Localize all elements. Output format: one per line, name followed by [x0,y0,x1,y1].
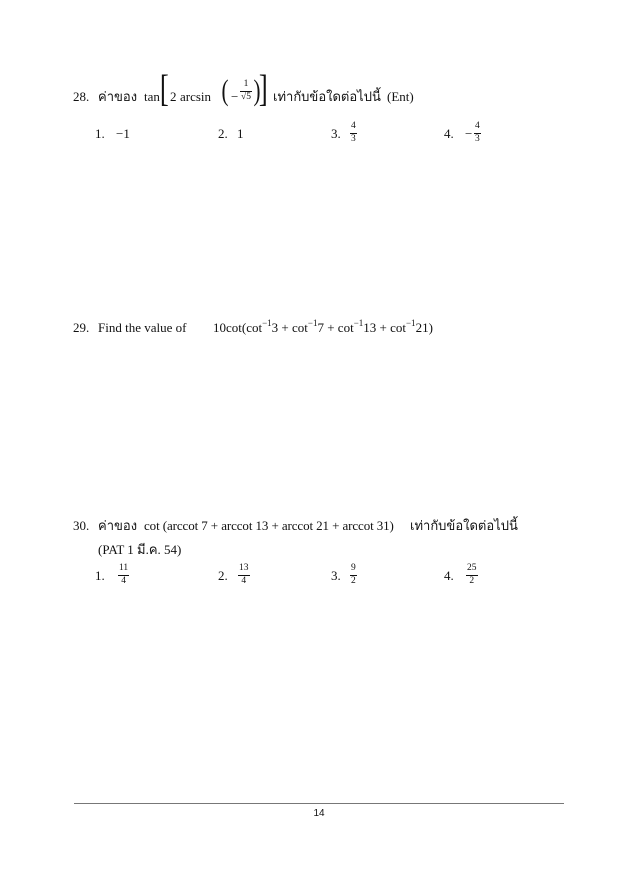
expr-part: 3 + cot [271,320,308,335]
expr-part: 13 + cot [363,320,406,335]
question-number: 30. [73,518,90,533]
choice-1-fraction [118,564,129,586]
fraction-denominator: 4 [241,575,247,586]
expr-superscript: −1 [405,318,416,328]
fraction-numerator: 25 [467,563,477,573]
question-number: 28. [73,89,90,104]
math-expression [213,318,433,335]
choice-3-fraction [350,122,357,144]
fraction-numerator: 4 [351,121,356,131]
question-lead: ค่าของ [98,89,138,104]
choice-2-fraction [238,564,250,586]
choice-3-number: 3. [331,568,341,583]
footer-divider [74,803,564,804]
choice-1-number: 1. [95,568,105,583]
expr-superscript: −1 [307,318,318,328]
fraction-numerator: 9 [351,563,356,573]
choice-4-minus: − [465,126,473,141]
fraction-denominator: 2 [469,575,475,586]
tan-function: tan [144,89,160,104]
fraction-denominator: √5 [241,91,251,102]
choice-1-value: −1 [116,126,130,141]
arcsin-function: arcsin [180,89,212,104]
choice-4-fraction [466,564,478,586]
question-tail: เท่ากับข้อใดต่อไปนี้ [273,89,381,104]
expr-part: 7 + cot [317,320,354,335]
fraction [240,80,252,102]
question-lead: ค่าของ [98,518,138,533]
question-number: 29. [73,320,90,335]
expr-superscript: −1 [353,318,364,328]
fraction-denominator: 3 [351,133,356,144]
choice-4-fraction [474,122,481,144]
fraction-numerator: 1 [243,79,249,89]
fraction-denominator: 4 [121,575,126,586]
choice-2-number: 2. [218,568,228,583]
expr-superscript: −1 [262,318,272,328]
page-number: 14 [313,808,325,819]
fraction-denominator: 3 [475,133,480,144]
left-paren: ( [221,74,229,107]
source-tag: (PAT 1 มี.ค. 54) [98,542,182,557]
right-paren: ) [253,74,261,107]
right-bracket: ] [258,68,268,110]
expr-part: 10cot(cot [213,320,263,335]
expr-part: 21) [415,320,433,335]
choice-1-number: 1. [95,126,105,141]
choice-2-value: 1 [237,126,244,141]
fraction-numerator: 4 [475,121,480,131]
fraction-denominator: 2 [351,575,356,586]
left-bracket: [ [159,68,169,110]
math-expression: cot (arccot 7 + arccot 13 + arccot 21 + arccot 31) [144,518,394,533]
question-tail: เท่ากับข้อใดต่อไปนี้ [410,518,518,533]
question-text: Find the value of [98,320,187,335]
choice-3-fraction [350,564,357,586]
minus-sign: − [231,89,239,104]
fraction-numerator: 13 [239,563,249,573]
coefficient-two: 2 [170,89,177,104]
fraction-numerator: 11 [119,563,129,573]
choice-4-number: 4. [444,126,454,141]
choice-2-number: 2. [218,126,228,141]
choice-3-number: 3. [331,126,341,141]
source-tag: (Ent) [387,89,414,104]
choice-4-number: 4. [444,568,454,583]
